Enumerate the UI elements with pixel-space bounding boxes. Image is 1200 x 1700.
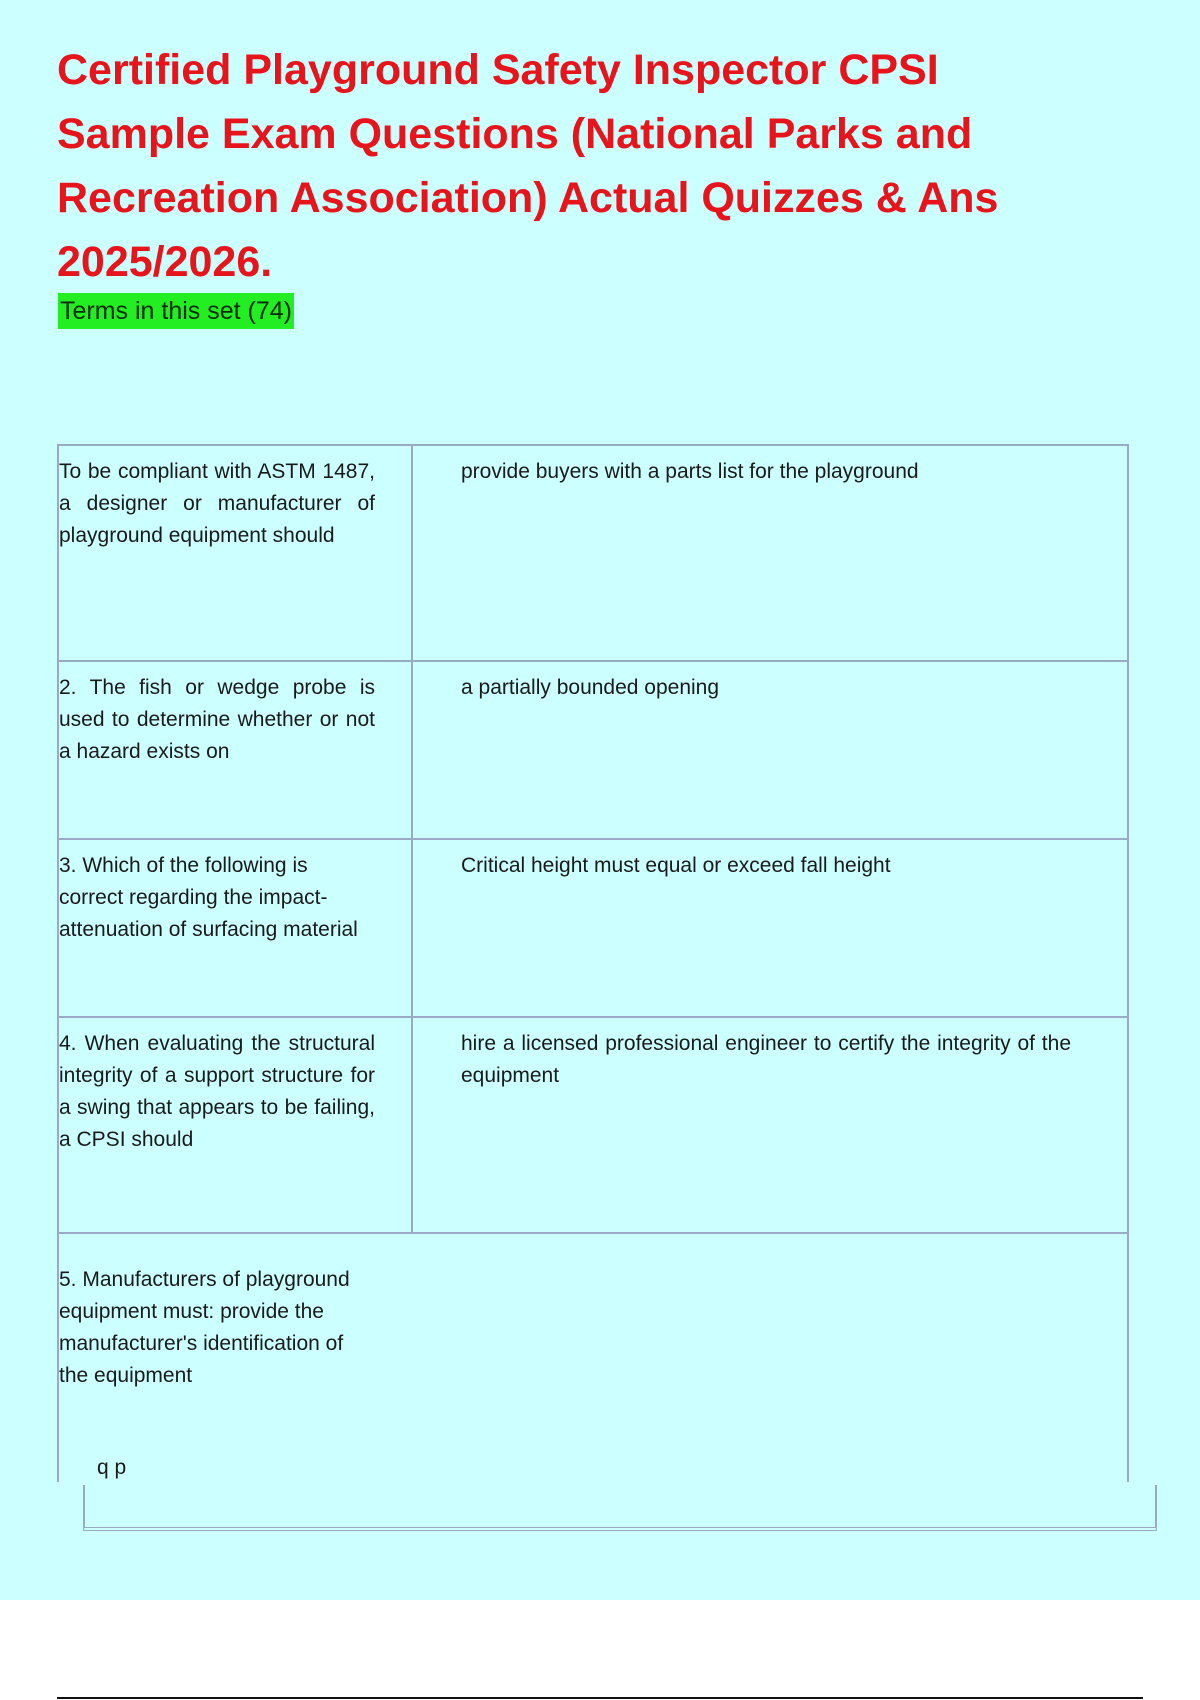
document-title: Certified Playground Safety Inspector CPSI Sample Exam Questions (National Parks and Recreation Association) Actual Quizzes & Ans 2025/2026. <box>57 46 999 286</box>
stray-text-fragment: q p <box>97 1456 127 1479</box>
card-question: 5. Manufacturers of playground equipment must: provide the manufacturer's identification of the equipment <box>58 1233 412 1482</box>
flashcard-row <box>58 1233 1128 1482</box>
card-question: 2. The fish or wedge probe is used to determine whether or not a hazard exists on <box>58 661 412 839</box>
card-question: 3. Which of the following is correct regarding the impact-attenuation of surfacing material <box>58 839 412 1017</box>
empty-table-box <box>83 1485 1157 1531</box>
terms-count-label: Terms in this set (74) <box>58 293 294 329</box>
flashcard-row <box>58 445 1128 661</box>
card-question: To be compliant with ASTM 1487, a designer or manufacturer of playground equipment should <box>58 445 412 661</box>
card-answer <box>412 1233 1128 1482</box>
flashcard-row <box>58 839 1128 1017</box>
footer-divider <box>57 1697 1143 1699</box>
card-answer: a partially bounded opening <box>412 661 1128 839</box>
card-answer: provide buyers with a parts list for the playground <box>412 445 1128 661</box>
card-question: 4. When evaluating the structural integrity of a support structure for a swing that appears to be failing, a CPSI should <box>58 1017 412 1233</box>
flashcard-table <box>57 444 1129 1482</box>
card-answer: hire a licensed professional engineer to certify the integrity of the equipment <box>412 1017 1128 1233</box>
card-answer: Critical height must equal or exceed fall height <box>412 839 1128 1017</box>
flashcard-row <box>58 1017 1128 1233</box>
flashcard-row <box>58 661 1128 839</box>
